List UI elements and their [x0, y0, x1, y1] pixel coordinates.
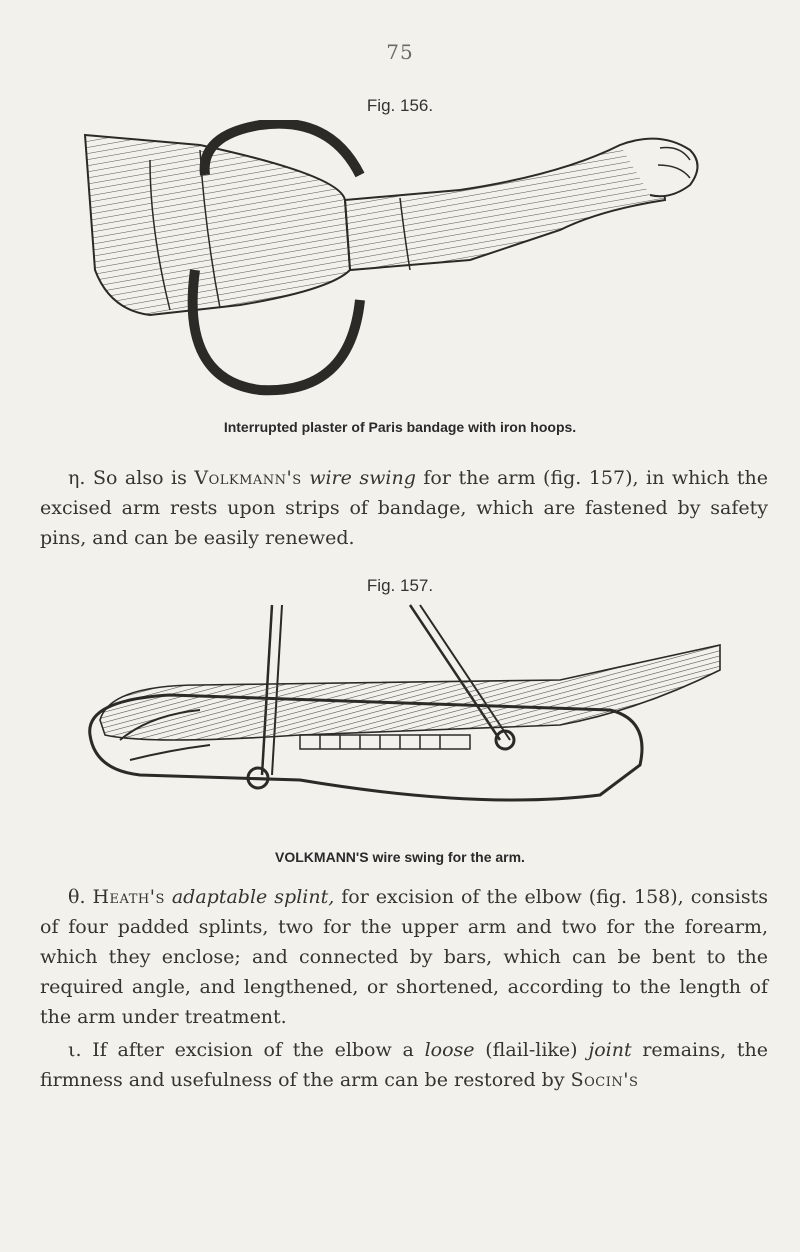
figure-157-caption: VOLKMANN'S wire swing for the arm. [275, 849, 525, 865]
figure-157-illustration [0, 600, 800, 840]
bandage-strip [300, 735, 470, 749]
figure-156-caption: Interrupted plaster of Paris bandage with iron hoops. [223, 419, 577, 435]
paragraph-theta: θ. Heath's adaptable splint, for excision of the elbow (fig. 158), consists of four padded splints, two for the upper arm and two for the forearm, which they enclose; and connected by bars, which can be bent to the required angle, and lengthened, or shortened, according to the length of the arm under treatment. [40, 886, 768, 1028]
author-socin: Socin's [570, 1069, 639, 1091]
paragraph-iota: ι. If after excision of the elbow a loose (flail-like) joint remains, the firmness and usefulness of the arm can be restored by Socin's [40, 1039, 768, 1091]
author-heath: Heath's [92, 886, 165, 908]
figure-156-label: Fig. 156. [366, 96, 434, 115]
figure-157-label: Fig. 157. [366, 576, 434, 595]
paragraph-eta: η. So also is Volkmann's wire swing for the arm (fig. 157), in which the excised arm rests upon strips of bandage, which are fastened by safety pins, and can be easily renewed. [40, 467, 768, 549]
cast-forearm [345, 145, 665, 270]
page-number: 75 [386, 40, 414, 64]
term-loose: loose [424, 1039, 475, 1061]
paragraph-eta-marker: η. [68, 467, 86, 489]
term-joint: joint [588, 1039, 632, 1061]
term-adaptable-splint: adaptable splint, [171, 886, 335, 908]
paragraph-iota-marker: ι. [68, 1039, 82, 1061]
resting-arm [100, 645, 720, 740]
author-volkmann: Volkmann's [194, 467, 302, 489]
figure-156-illustration [0, 120, 800, 410]
term-wire-swing: wire swing [309, 467, 416, 489]
paragraph-theta-marker: θ. [68, 886, 86, 908]
cast-upper-arm [85, 135, 350, 315]
